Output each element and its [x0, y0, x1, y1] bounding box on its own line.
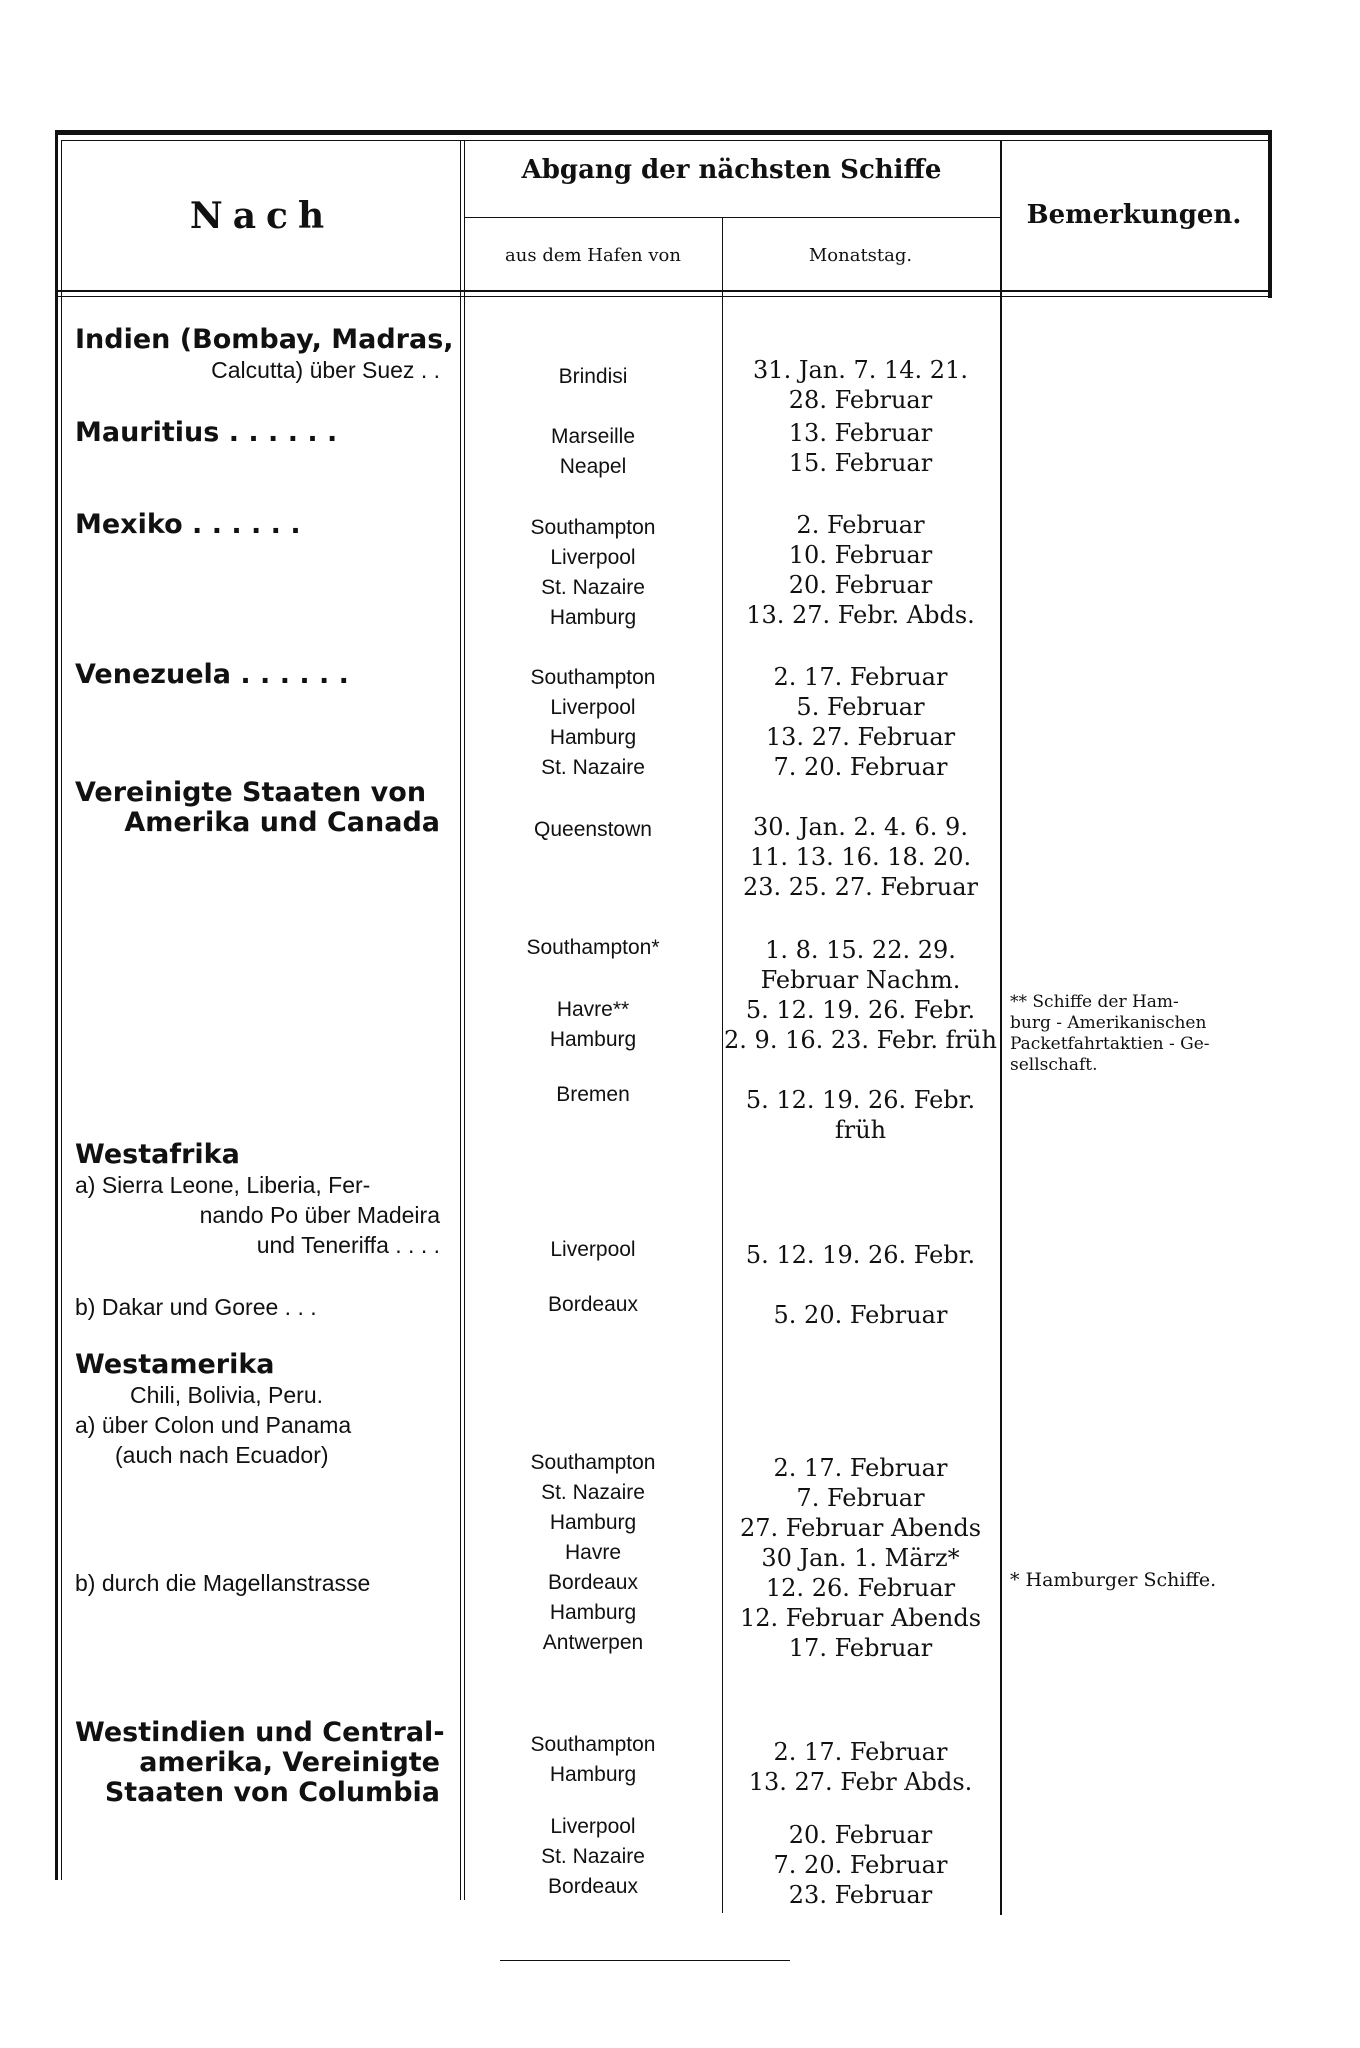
port-hamburg-usa: Hamburg — [549, 1028, 637, 1051]
dest-usa-line2: Amerika und Canada — [124, 807, 440, 838]
port-name: Southampton — [530, 1451, 656, 1474]
port-name: Liverpool — [550, 1815, 636, 1838]
date-line: 15. Februar — [788, 449, 933, 477]
dest-westindien-line3: Staaten von Columbia — [104, 1777, 440, 1808]
date-line: 7. 20. Februar — [773, 753, 948, 781]
port-brindisi: Brindisi — [558, 365, 628, 388]
dest-westamerika — [75, 1350, 440, 1470]
dest-westamerika-a1: a) über Colon und Panama — [75, 1412, 352, 1438]
dest-westafrika-a3: und Teneriffa . . . . — [256, 1232, 440, 1258]
dest-westafrika — [75, 1140, 440, 1260]
date-liverpool-wa: 5. 12. 19. 26. Febr. — [745, 1241, 976, 1269]
dates-bremen — [722, 1085, 999, 1145]
date-line: 20. Februar — [788, 571, 933, 599]
date-line: 23. 25. 27. Februar — [742, 873, 978, 901]
ports-mauritius — [464, 422, 722, 482]
date-line: 2. 17. Februar — [773, 1454, 948, 1482]
port-name: Hamburg — [549, 1511, 637, 1534]
note-line: sellschaft. — [1010, 1055, 1098, 1075]
dates-westamerika — [722, 1453, 999, 1663]
dest-mauritius: Mauritius . . . . . . — [75, 417, 338, 448]
port-name: St. Nazaire — [541, 576, 645, 599]
date-line: 30. Jan. 2. 4. 6. 9. — [753, 813, 968, 841]
note-line: burg - Amerikanischen — [1010, 1013, 1207, 1033]
date-hamburg-usa: 2. 9. 16. 23. Febr. früh — [724, 1026, 997, 1054]
dest-westindien — [75, 1717, 445, 1808]
date-line: 1. 8. 15. 22. 29. — [765, 936, 956, 964]
header-bemerkungen: Bemerkungen. — [1026, 200, 1242, 230]
date-line: 20. Februar — [788, 1821, 933, 1849]
dates-southampton-usa — [722, 935, 999, 995]
dest-westafrika-title: Westafrika — [75, 1139, 240, 1170]
ports-mexiko — [464, 513, 722, 633]
date-line: 27. Februar Abends — [739, 1514, 982, 1542]
date-line: 31. Jan. 7. 14. 21. — [753, 356, 968, 384]
port-name: Bordeaux — [548, 1875, 638, 1898]
dates-westindien — [722, 1737, 999, 1797]
date-havre-usa: 5. 12. 19. 26. Febr. — [745, 996, 976, 1024]
header-monatstag: Monatstag. — [808, 245, 913, 266]
dates-indien — [722, 355, 999, 415]
dates-westindien-2 — [722, 1820, 999, 1910]
header-nach: Nach — [189, 195, 335, 237]
dest-usa — [75, 778, 440, 838]
date-line: 11. 13. 16. 18. 20. — [749, 843, 972, 871]
header-rule-2 — [58, 296, 1270, 297]
dates-mexiko — [722, 510, 999, 630]
dest-usa-line1: Vereinigte Staaten von — [75, 777, 427, 808]
left-border-inner — [61, 140, 62, 1880]
port-name: Havre — [564, 1541, 622, 1564]
header-abgang: Abgang der nächsten Schiffe — [521, 155, 942, 185]
port-name: Hamburg — [549, 1763, 637, 1786]
port-name: Liverpool — [550, 696, 636, 719]
dates-queenstown — [722, 812, 999, 902]
port-name: Bordeaux — [548, 1571, 638, 1594]
top-rule-thin — [62, 140, 1268, 141]
port-name: Hamburg — [549, 1601, 637, 1624]
port-name: Liverpool — [550, 546, 636, 569]
date-line: 5. 12. 19. 26. Febr. — [745, 1086, 976, 1114]
date-line: 7. 20. Februar — [773, 1851, 948, 1879]
note-hapag — [1010, 992, 1265, 1076]
port-name: Southampton — [530, 666, 656, 689]
date-line: 28. Februar — [788, 386, 933, 414]
date-line: 13. 27. Febr. Abds. — [746, 601, 975, 629]
port-name: Hamburg — [549, 726, 637, 749]
dest-indien-line2: Calcutta) über Suez . . — [211, 357, 440, 383]
date-bordeaux-wa: 5. 20. Februar — [773, 1301, 948, 1329]
header-hafen: aus dem Hafen von — [505, 245, 681, 266]
note-hamburger-schiffe: * Hamburger Schiffe. — [1010, 1569, 1217, 1591]
dest-indien — [75, 324, 454, 385]
right-border — [1268, 130, 1272, 298]
date-line: 17. Februar — [788, 1634, 933, 1662]
col-divider-1 — [460, 140, 461, 1900]
port-havre-usa: Havre** — [556, 998, 630, 1021]
port-name: Neapel — [559, 455, 627, 478]
date-line: 30 Jan. 1. März* — [761, 1544, 960, 1572]
date-line: 13. 27. Febr Abds. — [748, 1768, 973, 1796]
dest-westindien-line1: Westindien und Central- — [75, 1717, 445, 1748]
dest-westamerika-sub: Chili, Bolivia, Peru. — [130, 1382, 324, 1408]
dest-venezuela: Venezuela . . . . . . — [75, 659, 349, 690]
port-name: Antwerpen — [542, 1631, 644, 1654]
port-name: Hamburg — [549, 606, 637, 629]
ports-westindien-2 — [464, 1812, 722, 1902]
date-line: 13. Februar — [788, 419, 933, 447]
port-southampton-usa: Southampton* — [526, 936, 660, 959]
col-divider-3 — [1000, 140, 1002, 1915]
port-name: Southampton — [530, 1733, 656, 1756]
port-name: Marseille — [550, 425, 636, 448]
date-line: 23. Februar — [788, 1881, 933, 1909]
dest-westafrika-a2: nando Po über Madeira — [199, 1202, 440, 1228]
ports-westindien — [464, 1730, 722, 1790]
dest-mexiko: Mexiko . . . . . . — [75, 509, 301, 540]
dest-indien-line1: Indien (Bombay, Madras, — [75, 324, 454, 355]
date-line: 2. 17. Februar — [773, 663, 948, 691]
port-queenstown: Queenstown — [534, 818, 652, 841]
note-line: Packetfahrtaktien - Ge- — [1010, 1034, 1210, 1054]
dest-westafrika-a1: a) Sierra Leone, Liberia, Fer- — [75, 1172, 371, 1198]
dest-westindien-line2: amerika, Vereinigte — [139, 1747, 440, 1778]
ports-westamerika — [464, 1448, 722, 1658]
date-line: früh — [834, 1116, 887, 1144]
dest-westafrika-b: b) Dakar und Goree . . . — [75, 1294, 317, 1320]
footer-rule — [500, 1960, 790, 1961]
abgang-rule — [464, 217, 1000, 218]
port-name: St. Nazaire — [541, 1481, 645, 1504]
port-name: Southampton — [530, 516, 656, 539]
port-bremen: Bremen — [556, 1083, 630, 1106]
dest-westamerika-title: Westamerika — [75, 1349, 275, 1380]
header-rule — [58, 290, 1270, 292]
dates-mauritius — [722, 418, 999, 478]
dest-westamerika-b: b) durch die Magellanstrasse — [75, 1570, 371, 1596]
top-rule — [55, 130, 1270, 135]
dest-westamerika-a2: (auch nach Ecuador) — [115, 1442, 329, 1468]
date-line: 2. Februar — [796, 511, 925, 539]
date-line: 7. Februar — [796, 1484, 925, 1512]
date-line: 12. 26. Februar — [765, 1574, 956, 1602]
date-line: Februar Nachm. — [760, 966, 961, 994]
port-name: St. Nazaire — [541, 1845, 645, 1868]
note-line: ** Schiffe der Ham- — [1010, 992, 1179, 1012]
date-line: 12. Februar Abends — [739, 1604, 982, 1632]
port-bordeaux-wa: Bordeaux — [548, 1293, 638, 1316]
port-liverpool-wa: Liverpool — [550, 1238, 636, 1261]
date-line: 2. 17. Februar — [773, 1738, 948, 1766]
port-name: St. Nazaire — [541, 756, 645, 779]
left-border — [55, 130, 58, 1880]
ports-venezuela — [464, 663, 722, 783]
dates-venezuela — [722, 662, 999, 782]
date-line: 10. Februar — [788, 541, 933, 569]
date-line: 13. 27. Februar — [765, 723, 956, 751]
date-line: 5. Februar — [796, 693, 925, 721]
